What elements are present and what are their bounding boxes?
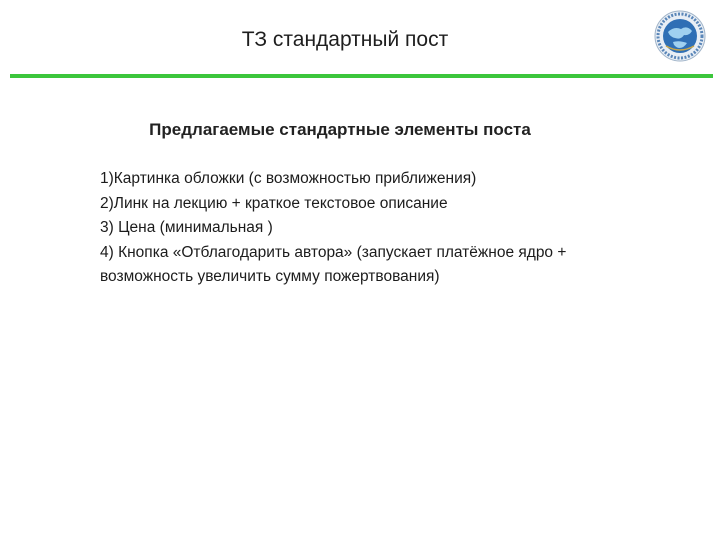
elements-list — [100, 167, 600, 290]
list-item: 3) Цена (минимальная ) — [100, 219, 273, 236]
section-heading: Предлагаемые стандартные элементы поста — [149, 120, 531, 139]
title-divider — [10, 74, 713, 78]
list-item: 4) Кнопка «Отблагодарить автора» (запускает платёжное ядро + возможность увеличить сумму пожертвования) — [100, 243, 567, 285]
slide-title: ТЗ стандартный пост — [241, 28, 449, 51]
list-item: 1)Картинка обложки (с возможностью приближения) — [100, 170, 477, 187]
globe-emblem-icon — [654, 10, 706, 62]
list-item: 2)Линк на лекцию + краткое текстовое описание — [100, 194, 448, 212]
